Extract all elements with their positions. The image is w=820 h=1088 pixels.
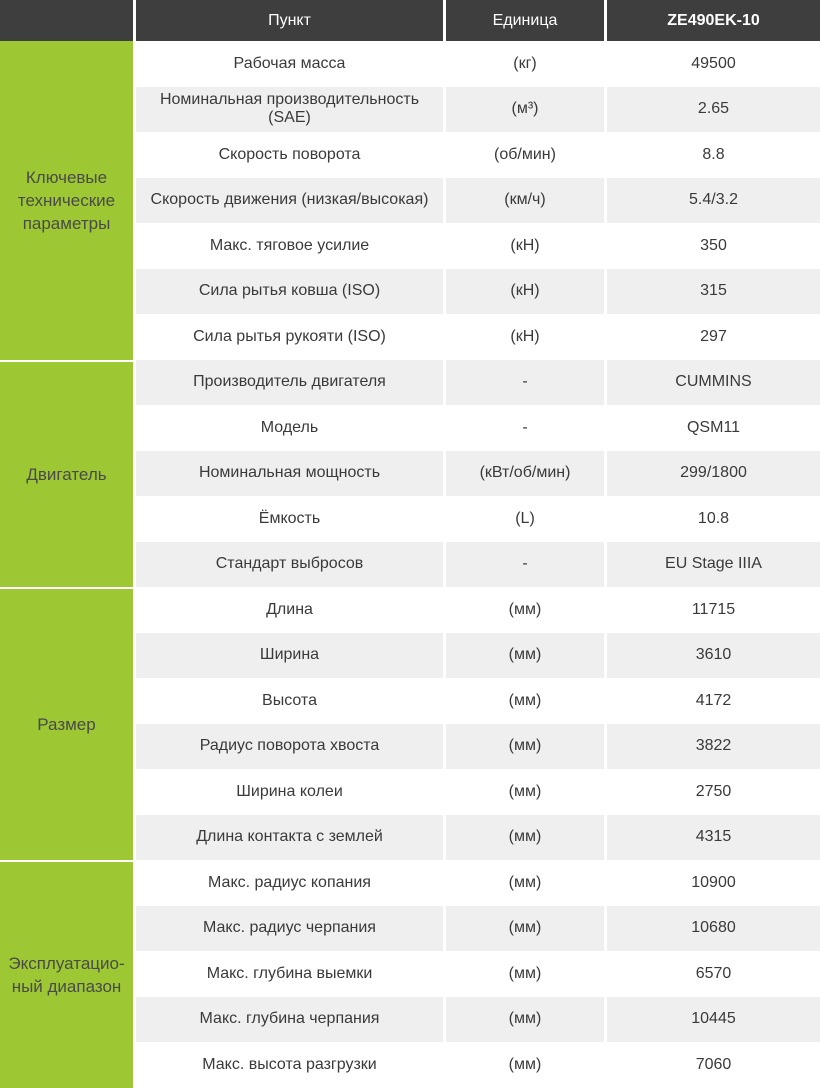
row-item: Производитель двигателя bbox=[136, 360, 446, 406]
row-item: Номинальная мощность bbox=[136, 451, 446, 497]
row-value: 315 bbox=[607, 269, 820, 315]
row-item: Стандарт выбросов bbox=[136, 542, 446, 588]
row-unit: (мм) bbox=[446, 997, 607, 1043]
row-item: Длина контакта с землей bbox=[136, 815, 446, 861]
row-item: Высота bbox=[136, 678, 446, 724]
row-value: 2.65 bbox=[607, 87, 820, 133]
row-item: Модель bbox=[136, 405, 446, 451]
row-unit: (м³) bbox=[446, 87, 607, 133]
row-value: 297 bbox=[607, 314, 820, 360]
group-label: Размер bbox=[0, 587, 136, 860]
row-unit: - bbox=[446, 405, 607, 451]
row-value: 8.8 bbox=[607, 132, 820, 178]
row-item: Ширина колеи bbox=[136, 769, 446, 815]
row-unit: (мм) bbox=[446, 633, 607, 679]
row-item: Макс. радиус черпания bbox=[136, 906, 446, 952]
row-value: 49500 bbox=[607, 41, 820, 87]
row-value: QSM11 bbox=[607, 405, 820, 451]
row-value: 10680 bbox=[607, 906, 820, 952]
group-label: Двигатель bbox=[0, 360, 136, 588]
row-unit: (мм) bbox=[446, 587, 607, 633]
row-value: 299/1800 bbox=[607, 451, 820, 497]
row-unit: (мм) bbox=[446, 769, 607, 815]
row-value: 350 bbox=[607, 223, 820, 269]
row-value: 11715 bbox=[607, 587, 820, 633]
row-value: 2750 bbox=[607, 769, 820, 815]
header-unit: Единица bbox=[446, 0, 607, 41]
row-value: CUMMINS bbox=[607, 360, 820, 406]
group-label: Эксплуатацио-ный диапазон bbox=[0, 860, 136, 1088]
row-value: 6570 bbox=[607, 951, 820, 997]
row-unit: (км/ч) bbox=[446, 178, 607, 224]
row-unit: (об/мин) bbox=[446, 132, 607, 178]
row-unit: (мм) bbox=[446, 815, 607, 861]
row-item: Макс. глубина черпания bbox=[136, 997, 446, 1043]
row-item: Макс. тяговое усилие bbox=[136, 223, 446, 269]
row-item: Ёмкость bbox=[136, 496, 446, 542]
row-unit: (кН) bbox=[446, 223, 607, 269]
row-unit: (мм) bbox=[446, 1042, 607, 1088]
row-item: Ширина bbox=[136, 633, 446, 679]
row-item: Сила рытья рукояти (ISO) bbox=[136, 314, 446, 360]
row-value: 7060 bbox=[607, 1042, 820, 1088]
row-unit: (L) bbox=[446, 496, 607, 542]
row-item: Рабочая масса bbox=[136, 41, 446, 87]
row-unit: (мм) bbox=[446, 860, 607, 906]
row-value: 10445 bbox=[607, 997, 820, 1043]
row-unit: - bbox=[446, 360, 607, 406]
row-unit: (кН) bbox=[446, 314, 607, 360]
row-item: Скорость поворота bbox=[136, 132, 446, 178]
row-item: Макс. высота разгрузки bbox=[136, 1042, 446, 1088]
row-value: 3822 bbox=[607, 724, 820, 770]
header-item: Пункт bbox=[136, 0, 446, 41]
row-item: Длина bbox=[136, 587, 446, 633]
row-unit: (кг) bbox=[446, 41, 607, 87]
row-item: Сила рытья ковша (ISO) bbox=[136, 269, 446, 315]
row-value: 10900 bbox=[607, 860, 820, 906]
row-item: Номинальная производительность (SAE) bbox=[136, 87, 446, 133]
group-label: Ключевые технические параметры bbox=[0, 41, 136, 360]
row-value: 4315 bbox=[607, 815, 820, 861]
row-item: Макс. радиус копания bbox=[136, 860, 446, 906]
header-corner bbox=[0, 0, 136, 41]
row-value: 5.4/3.2 bbox=[607, 178, 820, 224]
row-unit: (мм) bbox=[446, 724, 607, 770]
row-value: 3610 bbox=[607, 633, 820, 679]
row-unit: (мм) bbox=[446, 906, 607, 952]
row-item: Макс. глубина выемки bbox=[136, 951, 446, 997]
row-item: Радиус поворота хвоста bbox=[136, 724, 446, 770]
row-unit: (кВт/об/мин) bbox=[446, 451, 607, 497]
header-model: ZE490EK-10 bbox=[607, 0, 820, 41]
row-value: 10.8 bbox=[607, 496, 820, 542]
row-unit: (мм) bbox=[446, 951, 607, 997]
row-item: Скорость движения (низкая/высокая) bbox=[136, 178, 446, 224]
row-value: EU Stage IIIA bbox=[607, 542, 820, 588]
row-unit: (мм) bbox=[446, 678, 607, 724]
row-value: 4172 bbox=[607, 678, 820, 724]
row-unit: (кН) bbox=[446, 269, 607, 315]
row-unit: - bbox=[446, 542, 607, 588]
